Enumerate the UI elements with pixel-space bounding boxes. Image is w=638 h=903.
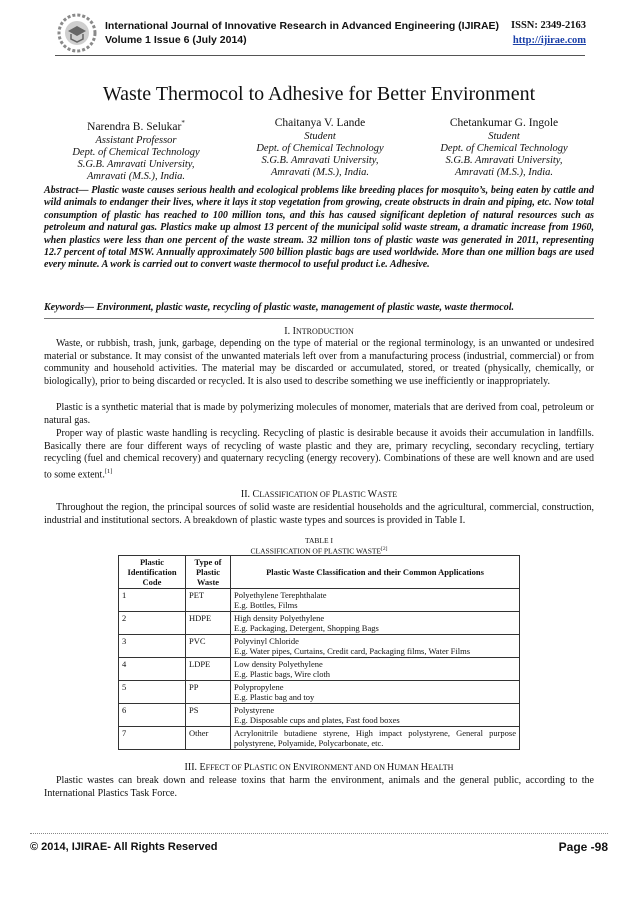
author-role: Student bbox=[304, 131, 336, 142]
plastic-classification-table bbox=[118, 555, 520, 750]
table-row bbox=[119, 658, 520, 681]
table-caption: CLASSIFICATION OF PLASTIC WASTE[2] bbox=[250, 546, 388, 556]
section-number: II. bbox=[240, 489, 251, 500]
column-header: Plastic Waste Classification and their Common Applications bbox=[231, 556, 520, 589]
cell-type: Other bbox=[186, 727, 231, 750]
citation: [1] bbox=[104, 467, 113, 475]
journal-url-link[interactable]: http://ijirae.com bbox=[512, 35, 586, 46]
header-divider bbox=[55, 55, 585, 56]
cell-type: PP bbox=[186, 681, 231, 704]
author-loc: Amravati (M.S.), India. bbox=[87, 170, 185, 182]
table-row bbox=[119, 635, 520, 658]
volume-issue: Volume 1 Issue 6 (July 2014) bbox=[105, 34, 247, 46]
footer-divider bbox=[30, 833, 608, 834]
cell-type: LDPE bbox=[186, 658, 231, 681]
author-2 bbox=[230, 117, 410, 179]
author-loc: Amravati (M.S.), India. bbox=[271, 167, 369, 178]
column-header: Type of Plastic Waste bbox=[186, 556, 231, 589]
cell-classification: Acrylonitrile butadiene styrene, High impact polystyrene, General purpose polystyrene, Polyamide, Polycarbonate, etc. bbox=[231, 727, 520, 750]
issn: ISSN: 2349-2163 bbox=[511, 20, 586, 31]
section-number: I. bbox=[284, 326, 291, 337]
citation: [2] bbox=[381, 546, 388, 552]
author-dept: Dept. of Chemical Technology bbox=[256, 143, 384, 154]
table-row bbox=[119, 704, 520, 727]
cell-type: PET bbox=[186, 589, 231, 612]
author-name: Chetankumar G. Ingole bbox=[449, 117, 559, 129]
journal-name: International Journal of Innovative Research in Advanced Engineering (IJIRAE) bbox=[105, 20, 500, 32]
cell-code: 7 bbox=[119, 727, 186, 750]
paper-title: Waste Thermocol to Adhesive for Better Environment bbox=[102, 83, 536, 105]
section-heading-introduction: I. INTRODUCTION bbox=[284, 326, 354, 337]
author-role: Assistant Professor bbox=[95, 134, 177, 146]
keywords: Keywords— Environment, plastic waste, recycling of plastic waste, management of plastic waste, waste thermocol. bbox=[44, 302, 514, 313]
author-loc: Amravati (M.S.), India. bbox=[455, 167, 553, 178]
section-heading-classification: II. CLASSIFICATION OF PLASTIC WASTE bbox=[240, 489, 398, 500]
cell-classification: Low density Polyethylene E.g. Plastic bags, Wire cloth bbox=[231, 658, 520, 681]
author-name: Narendra B. Selukar bbox=[87, 120, 182, 133]
keywords-divider bbox=[44, 318, 594, 319]
author-univ: S.G.B. Amravati University, bbox=[261, 155, 379, 166]
cell-classification: High density Polyethylene E.g. Packaging, Detergent, Shopping Bags bbox=[231, 612, 520, 635]
author-3 bbox=[414, 117, 594, 179]
section-number: III. bbox=[184, 762, 198, 773]
cell-code: 6 bbox=[119, 704, 186, 727]
author-univ: S.G.B. Amravati University, bbox=[445, 155, 563, 166]
author-mark: * bbox=[181, 119, 185, 127]
paragraph: Plastic is a synthetic material that is made by polymerizing molecules of monomer, materials that are derived from coal, petroleum or natural gas. bbox=[44, 402, 594, 426]
paragraph: Plastic wastes can break down and release toxins that harm the environment, animals and the general public, according to the International Plastics Task Force. bbox=[44, 775, 594, 799]
journal-header bbox=[57, 13, 602, 53]
cell-type: PVC bbox=[186, 635, 231, 658]
table-label: TABLE I bbox=[305, 536, 333, 545]
cell-code: 1 bbox=[119, 589, 186, 612]
cell-type: HDPE bbox=[186, 612, 231, 635]
cell-classification: Polystyrene E.g. Disposable cups and plates, Fast food boxes bbox=[231, 704, 520, 727]
cell-type: PS bbox=[186, 704, 231, 727]
paragraph: Waste, or rubbish, trash, junk, garbage, depending on the type of material or the regional terminology, is an unwanted or undesired material or substance. It may consist of the unwanted materials left over from a manufacturing process (industrial, commercial) or from community and household activities. The material may be discarded or accumulated, stored, or treated (physically, chemically, or biologically), prior to being discarded or recycled. It is also used to describe something we use inefficiently or inappropriately. bbox=[44, 338, 594, 387]
author-role: Student bbox=[488, 131, 520, 142]
author-block bbox=[46, 117, 594, 182]
cell-code: 5 bbox=[119, 681, 186, 704]
cell-code: 3 bbox=[119, 635, 186, 658]
cell-classification: Polypropylene E.g. Plastic bag and toy bbox=[231, 681, 520, 704]
table-row bbox=[119, 681, 520, 704]
table-row bbox=[119, 727, 520, 750]
author-dept: Dept. of Chemical Technology bbox=[440, 143, 568, 154]
ijirae-logo-icon bbox=[57, 13, 97, 53]
author-name: Chaitanya V. Lande bbox=[274, 117, 366, 129]
cell-code: 2 bbox=[119, 612, 186, 635]
author-1 bbox=[46, 117, 226, 183]
table-row bbox=[119, 612, 520, 635]
author-univ: S.G.B. Amravati University, bbox=[77, 158, 195, 170]
copyright: © 2014, IJIRAE- All Rights Reserved bbox=[30, 841, 218, 853]
section-heading-effect: III. EFFECT OF PLASTIC ON ENVIRONMENT AND ON HUMAN HEALTH bbox=[184, 762, 454, 773]
table-header-row bbox=[119, 556, 520, 589]
cell-code: 4 bbox=[119, 658, 186, 681]
column-header: Plastic Identification Code bbox=[119, 556, 186, 589]
cell-classification: Polyethylene Terephthalate E.g. Bottles, Films bbox=[231, 589, 520, 612]
abstract: Abstract— Plastic waste causes serious health and ecological problems like breeding places for mosquito’s, being eaten by cattle and wild animals to endanger their lives, where it lays it stop vegetation from growing, create obstructs in drain and piping, etc. Now total consumption of plastic has reached to 100 million tons, and this has caused significant depletion of natural resources such as petroleum and natural gas. Plastics make up almost 13 percent of the municipal solid waste stream, a dramatic increase from 1960, when plastics were less than one percent of the waste stream. 32 million tons of plastic waste was generated in 2011, representing 12.7 percent of total MSW. Annually approximately 500 billion plastic bags are used worldwide. More than one million bags are used every minute. A work is carried out to convert waste thermocol to useful product i.e. Adhesive. bbox=[44, 185, 594, 271]
paragraph: Proper way of plastic waste handling is recycling. Recycling of plastic is desirable because it avoids their accumulation in landfills. Basically there are four different ways of recycling of waste plastic and they are, primary recycling, secondary recycling, tertiary recycling (fuel and chemical recovery) and quaternary recycling (energy recovery). Combinations of these are well known and are used to some extent.[1] bbox=[44, 428, 594, 480]
author-dept: Dept. of Chemical Technology bbox=[72, 146, 200, 158]
page-number: Page -98 bbox=[558, 840, 608, 854]
cell-classification: Polyvinyl Chloride E.g. Water pipes, Curtains, Credit card, Packaging films, Water Films bbox=[231, 635, 520, 658]
paragraph: Throughout the region, the principal sources of solid waste are residential households and the agricultural, commercial, construction, industrial and institutional sectors. A breakdown of plastic waste types and sources is provided in Table I. bbox=[44, 502, 594, 526]
table-row bbox=[119, 589, 520, 612]
